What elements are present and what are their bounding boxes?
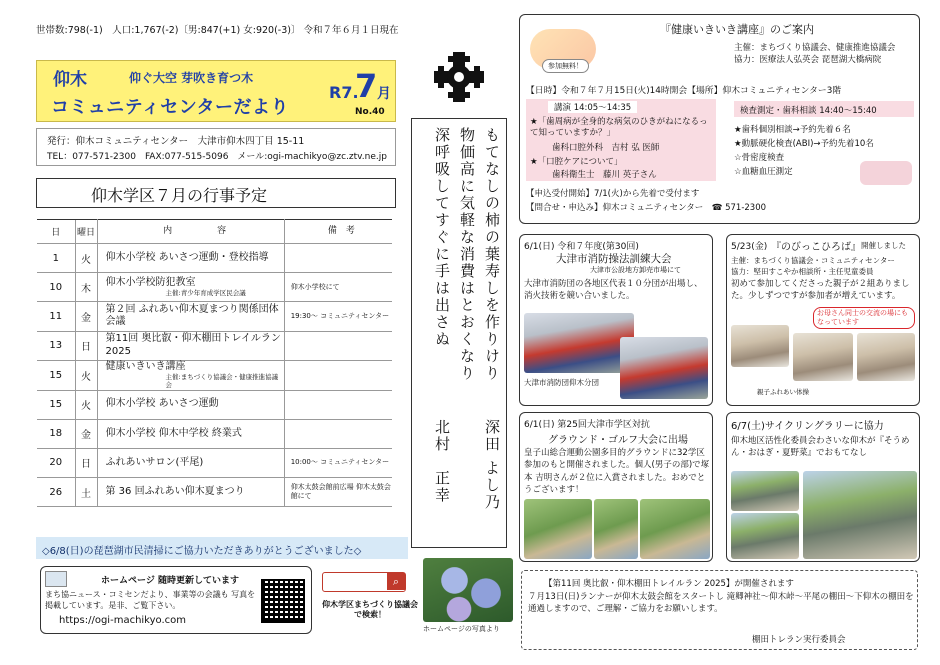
homepage-text: まち協ニュース・コミセンだより、事業等の会議も 写真を掲載しています。是非、ご覧下さい。 (45, 590, 256, 611)
cycling-title: 6/7(土)サイクリングラリーに協力 (731, 421, 884, 432)
row-note: 10:00～ コミュニティセンター (284, 448, 392, 477)
row-note (284, 244, 392, 273)
nobikko-photo-3 (857, 333, 915, 381)
schedule-row (37, 331, 392, 360)
ground-text: 皇子山総合運動公園多目的グラウンドに32学区参加のもと開催されました。個人(男子の部)で塚本 吉明さんが２位に入賞されました。おめでとうございます！ (524, 448, 710, 495)
issue-month-suffix: 月 (377, 86, 391, 102)
nobikko-org2: 協力：堅田すこやか相談所・主任児童委員 (731, 267, 874, 276)
row-note (284, 360, 392, 390)
schedule-title: 仰木学区７月の行事予定 (91, 186, 268, 205)
town-emblem-icon (432, 50, 486, 104)
schedule-row (37, 448, 392, 477)
cycling-photo-1 (731, 471, 799, 511)
thanks-banner (36, 537, 408, 559)
nobikko-photo-1 (731, 325, 789, 367)
row-content (97, 273, 284, 302)
lecture-2: ★「口腔ケアについて」 (530, 157, 623, 167)
row-weekday: 土 (75, 478, 97, 507)
row-weekday: 日 (75, 331, 97, 360)
row-day: 26 (37, 478, 75, 507)
row-weekday: 金 (75, 302, 97, 331)
lecture-panel (526, 99, 716, 181)
trailrun-notice (521, 570, 918, 650)
thanks-banner-text: ◇6/8(日)の琵琶湖市民清掃にご協力いただきありがとうございました◇ (42, 546, 362, 557)
header-content: 内 容 (97, 220, 284, 244)
poem-author-2: 北村 正幸 (433, 419, 451, 504)
check-item: ☆血糖血圧測定 (734, 167, 793, 177)
issue-month: 7 (355, 67, 378, 105)
row-sub: 主催:青少年育成学区民会議 (165, 289, 246, 298)
tooth-icon (860, 161, 912, 185)
row-weekday: 木 (75, 273, 97, 302)
header-note: 備 考 (284, 220, 392, 244)
nobikko-title-suffix: 開催しました (861, 241, 906, 250)
nobikko-article (726, 234, 920, 406)
fire-venue: 大津市公設地方卸売市場にて (590, 266, 681, 274)
fire-photo-2 (620, 337, 708, 399)
fire-text: 大津市消防団の各地区代表１０分団が出場し、消火技術を競い合いました。 (524, 279, 703, 301)
nobikko-title: 『のびっこひろば』 (771, 242, 861, 253)
apply-open: 【申込受付開始】7/1(火)から先着で受付ます (526, 189, 700, 199)
health-org2: 協力：医療法人弘英会 琵琶湖大橋病院 (734, 55, 882, 65)
health-when: 【日時】令和７年７月15日(火)14時開会【場所】仰木コミュニティセンター3階 (526, 86, 842, 96)
row-content (97, 244, 284, 273)
row-weekday: 金 (75, 419, 97, 448)
row-weekday: 火 (75, 244, 97, 273)
schedule-header-row (37, 220, 392, 244)
schedule-row (37, 360, 392, 390)
qr-code-icon[interactable] (261, 579, 305, 623)
row-note (284, 331, 392, 360)
row-main: 仰木小学校防犯教室 (105, 276, 196, 288)
ground-golf-article (519, 412, 713, 562)
apply-contact: 【問合せ・申込み】仰木コミュニティセンター ☎ 571-2300 (526, 203, 767, 213)
health-title: 『健康いきいき講座』のご案内 (660, 23, 814, 36)
row-day: 1 (37, 244, 75, 273)
health-lecture-box (519, 14, 920, 224)
row-day: 13 (37, 331, 75, 360)
check-time-band (734, 101, 914, 117)
hydrangea-photo (423, 558, 513, 622)
row-day: 15 (37, 390, 75, 419)
row-day: 18 (37, 419, 75, 448)
cycling-photo-3 (803, 471, 917, 559)
homepage-url[interactable]: https://ogi-machikyo.com (59, 615, 187, 626)
trailrun-by: 棚田トレラン実行委員会 (752, 635, 846, 645)
lecture-1: ★「歯周病が全身的な病気のひきがねになるって知っていますか？」 (530, 117, 708, 139)
search-caption: 仰木学区まちづくり協議会で検索！ (322, 600, 418, 620)
fire-caption: 大津市消防団仰木分団 (524, 378, 599, 387)
household-stats: 世帯数:798(-1) 人口:1,767(-2)〔男:847(+1) 女:920(-3)〕 令和７年６月１日現在 (36, 25, 399, 36)
lecture-time: 講演 14:05～14:35 (548, 101, 637, 113)
poem-author-1: 深田 よし乃 (483, 419, 501, 511)
schedule-row (37, 390, 392, 419)
row-note: 仰木小学校にて (284, 273, 392, 302)
row-content (97, 478, 284, 507)
ground-date: 6/1(日) 第25回大津市学区対抗 (524, 420, 650, 430)
nobikko-org1: 主催：まちづくり協議会・コミュニティセンター (731, 256, 895, 265)
lecture-1-speaker: 歯科口腔外科 吉村 弘 医師 (552, 143, 660, 153)
row-weekday: 日 (75, 448, 97, 477)
search-box[interactable] (322, 572, 406, 592)
nobikko-text: 初めて参加してくださった親子が２組ありました。少しずつですが参加者が増えています。 (731, 279, 910, 301)
lecture-2-speaker: 歯科衛生士 藤川 英子さん (552, 170, 657, 180)
row-weekday: 火 (75, 390, 97, 419)
row-note (284, 390, 392, 419)
trailrun-title: 【第11回 奥比叡・仰木棚田トレイルラン 2025】が開催されます (544, 579, 794, 589)
trailrun-text: ７月13日(日)ランナーが仰木太鼓会館をスタートし 滝卿神社～仰木峠～平尾の棚田～下仰木の棚田を通過しますので、ご理解・ご協力をお願いします。 (528, 592, 914, 615)
row-main: 第11回 奥比叡・仰木棚田トレイルラン 2025 (105, 333, 281, 357)
poem-box (411, 118, 507, 548)
row-main: 健康いきいき講座 (105, 360, 186, 372)
row-content (97, 360, 284, 390)
row-main: 仰木小学校 あいさつ運動・登校指導 (105, 251, 269, 263)
row-note (284, 419, 392, 448)
ground-photo-1 (524, 499, 592, 559)
row-main: 仰木小学校 あいさつ運動 (105, 398, 219, 410)
row-content (97, 302, 284, 331)
ground-title: グラウンド・ゴルフ大会に出場 (548, 435, 688, 446)
check-list (734, 123, 874, 179)
newsletter-title-plate (36, 60, 396, 122)
issue-era: R7. (329, 83, 359, 102)
health-org1: 主催：まちづくり協議会、健康推進協議会 (734, 43, 896, 53)
fire-drill-article (519, 234, 713, 406)
schedule-table (37, 219, 392, 507)
poem-line-2: 物価高に気軽な消費はとおくなり (458, 127, 476, 382)
poem-line-1: もてなしの柿の葉寿しを作りけり (483, 127, 501, 382)
row-content (97, 390, 284, 419)
slogan: 仰ぐ大空 芽吹き育つ木 (129, 71, 254, 85)
row-main: 第 36 回ふれあい仰木夏まつり (105, 485, 245, 497)
schedule-row (37, 478, 392, 507)
nobikko-balloon: お母さん同士の交流の場にもなっています (813, 307, 915, 329)
free-badge: 参加無料！ (542, 59, 589, 73)
computer-icon (45, 571, 67, 587)
nobikko-caption: 親子ふれあい体操 (757, 388, 809, 396)
schedule-row (37, 302, 392, 331)
cycling-photo-2 (731, 513, 799, 559)
check-item: ☆骨密度検査 (734, 153, 785, 163)
search-icon[interactable]: ⌕ (387, 573, 405, 590)
poem-line-3: 深呼吸してすぐに手は出さぬ (433, 127, 451, 348)
row-day: 20 (37, 448, 75, 477)
nobikko-photo-2 (793, 333, 853, 381)
header-day: 日 (37, 220, 75, 244)
cycling-article (726, 412, 920, 562)
row-main: 仰木小学校 仰木中学校 終業式 (105, 427, 242, 439)
fire-title: 大津市消防操法訓練大会 (556, 253, 672, 265)
homepage-title: ホームページ 随時更新しています (101, 576, 239, 586)
publisher-line1: 発行：仰木コミュニティセンター 大津市仰木四丁目 15-11 (47, 136, 305, 147)
ground-photo-3 (640, 499, 710, 559)
issue-number: No.40 (355, 107, 385, 117)
check-item: ★動脈硬化検査(ABI)→予約先着10名 (734, 139, 874, 149)
row-sub: 主催:まちづくり協議会・健康推進協議会 (165, 373, 279, 390)
fire-photo-1 (524, 313, 634, 373)
row-day: 10 (37, 273, 75, 302)
row-main: 第２回 ふれあい仰木夏まつり関係団体会議 (105, 303, 279, 328)
fire-date: 6/1(日) 令和７年度(第30回) (524, 242, 639, 252)
row-content (97, 419, 284, 448)
schedule-title-box (36, 178, 396, 208)
schedule-row (37, 273, 392, 302)
nobikko-date: 5/23(金) (731, 242, 768, 252)
row-note: 19:30～ コミュニティセンター (284, 302, 392, 331)
row-main: ふれあいサロン(平尾) (105, 456, 204, 468)
schedule-row (37, 244, 392, 273)
ground-photo-2 (594, 499, 638, 559)
title-sub: コミュニティセンターだより (51, 97, 289, 118)
check-item: ★歯科個別相談→予約先着６名 (734, 125, 851, 135)
row-weekday: 火 (75, 360, 97, 390)
photo-caption: ホームページの写真より (423, 625, 500, 633)
cycling-text: 仰木地区活性化委員会わさいな仰木が『そうめん・おはぎ・夏野菜』でおもてなし (731, 436, 910, 459)
title-main: 仰木 (53, 70, 87, 90)
publisher-box (36, 128, 396, 166)
row-day: 15 (37, 360, 75, 390)
row-content (97, 448, 284, 477)
publisher-line2: TEL：077-571-2300 FAX:077-515-5096 メール:ogi-machikyo@zc.ztv.ne.jp (47, 152, 387, 162)
check-time: 検査測定・歯科相談 14:40～15:40 (740, 106, 877, 116)
schedule-row (37, 419, 392, 448)
row-content (97, 331, 284, 360)
row-day: 11 (37, 302, 75, 331)
header-weekday: 曜日 (75, 220, 97, 244)
row-note: 仰木太鼓会館前広場 仰木太鼓会館にて (284, 478, 392, 507)
homepage-box (40, 566, 312, 634)
